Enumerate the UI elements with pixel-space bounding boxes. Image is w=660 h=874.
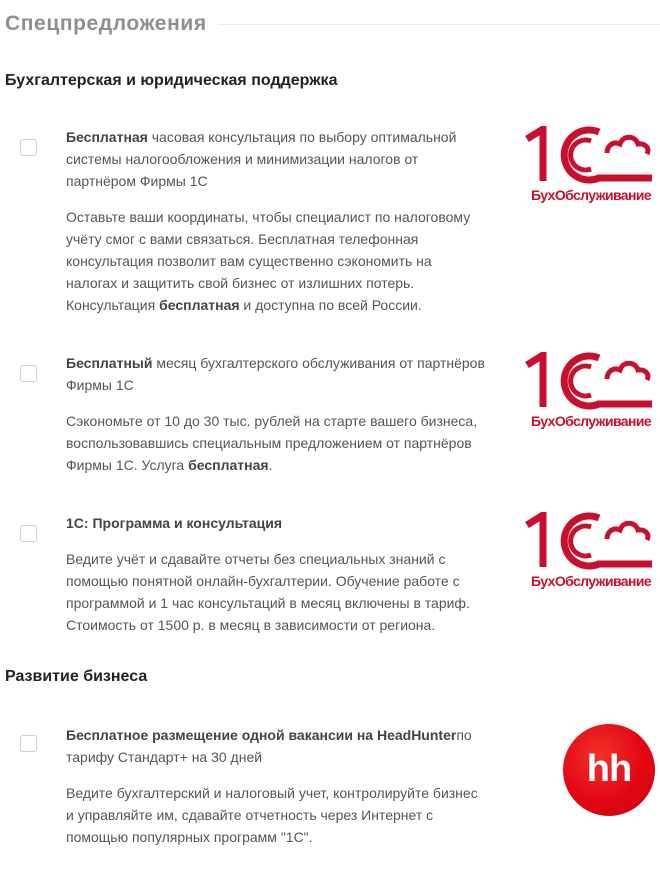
offer-text — [66, 512, 486, 636]
offer-checkbox[interactable] — [20, 735, 37, 752]
offer-heading: Бесплатное размещение одной вакансии на HeadHunterпо тарифу Стандарт+ на 30 дней — [66, 727, 472, 765]
offer-checkbox[interactable] — [20, 525, 37, 542]
offer-text — [66, 126, 486, 316]
offer-description: Ведите бухгалтерский и налоговый учет, контролируйте бизнес и управляйте им, сдавайте отчетность через Интернет с помощью популярных программ "1С". — [66, 785, 478, 845]
1c-logo-icon — [525, 512, 653, 570]
offer-heading: 1С: Программа и консультация — [66, 515, 282, 531]
offer-heading: Бесплатный месяц бухгалтерского обслуживания от партнёров Фирмы 1С — [66, 355, 485, 393]
1c-buhobsluzhivanie-logo — [525, 512, 655, 589]
offer-description: Оставьте ваши координаты, чтобы специалист по налоговому учёту смог с вами связаться. Бесплатная телефонная консультация позволит вам существенно сэкономить на налогах и защитить свой бизнес от излишних потерь. Консультация бесплатная и доступна по всей России. — [66, 209, 471, 313]
offer-description: Ведите учёт и сдавайте отчеты без специальных знаний с помощью понятной онлайн-бухгалтерии. Обучение работе с программой и 1 час консультаций в месяц включены в тариф. Стоимость от 1500 р. в месяц в зависимости от региона. — [66, 551, 470, 633]
logo-caption: БухОбслуживание — [531, 573, 652, 589]
offer-text — [66, 724, 486, 848]
1c-logo-icon — [525, 126, 653, 184]
offer-description: Сэкономьте от 10 до 30 тыс. рублей на старте вашего бизнеса, воспользовавшись специальным предложением от партнёров Фирмы 1С. Услуга бесплатная. — [66, 413, 478, 473]
title-divider — [218, 24, 660, 25]
offer-heading: Бесплатная часовая консультация по выбору оптимальной системы налогообложения и минимизации налогов от партнёром Фирмы 1С — [66, 129, 457, 189]
1c-buhobsluzhivanie-logo — [525, 126, 655, 203]
section-title-business: Развитие бизнеса — [5, 668, 148, 685]
section-title-accounting: Бухгалтерская и юридическая поддержка — [5, 72, 338, 89]
page-title: Спецпредложения — [5, 12, 207, 35]
logo-caption: БухОбслуживание — [531, 187, 652, 203]
offer-checkbox[interactable] — [20, 365, 37, 382]
offer-text — [66, 352, 486, 476]
headhunter-logo: hh — [563, 724, 655, 816]
1c-buhobsluzhivanie-logo — [525, 352, 655, 429]
offer-checkbox[interactable] — [20, 139, 37, 156]
1c-logo-icon — [525, 352, 653, 410]
logo-caption: БухОбслуживание — [531, 413, 652, 429]
